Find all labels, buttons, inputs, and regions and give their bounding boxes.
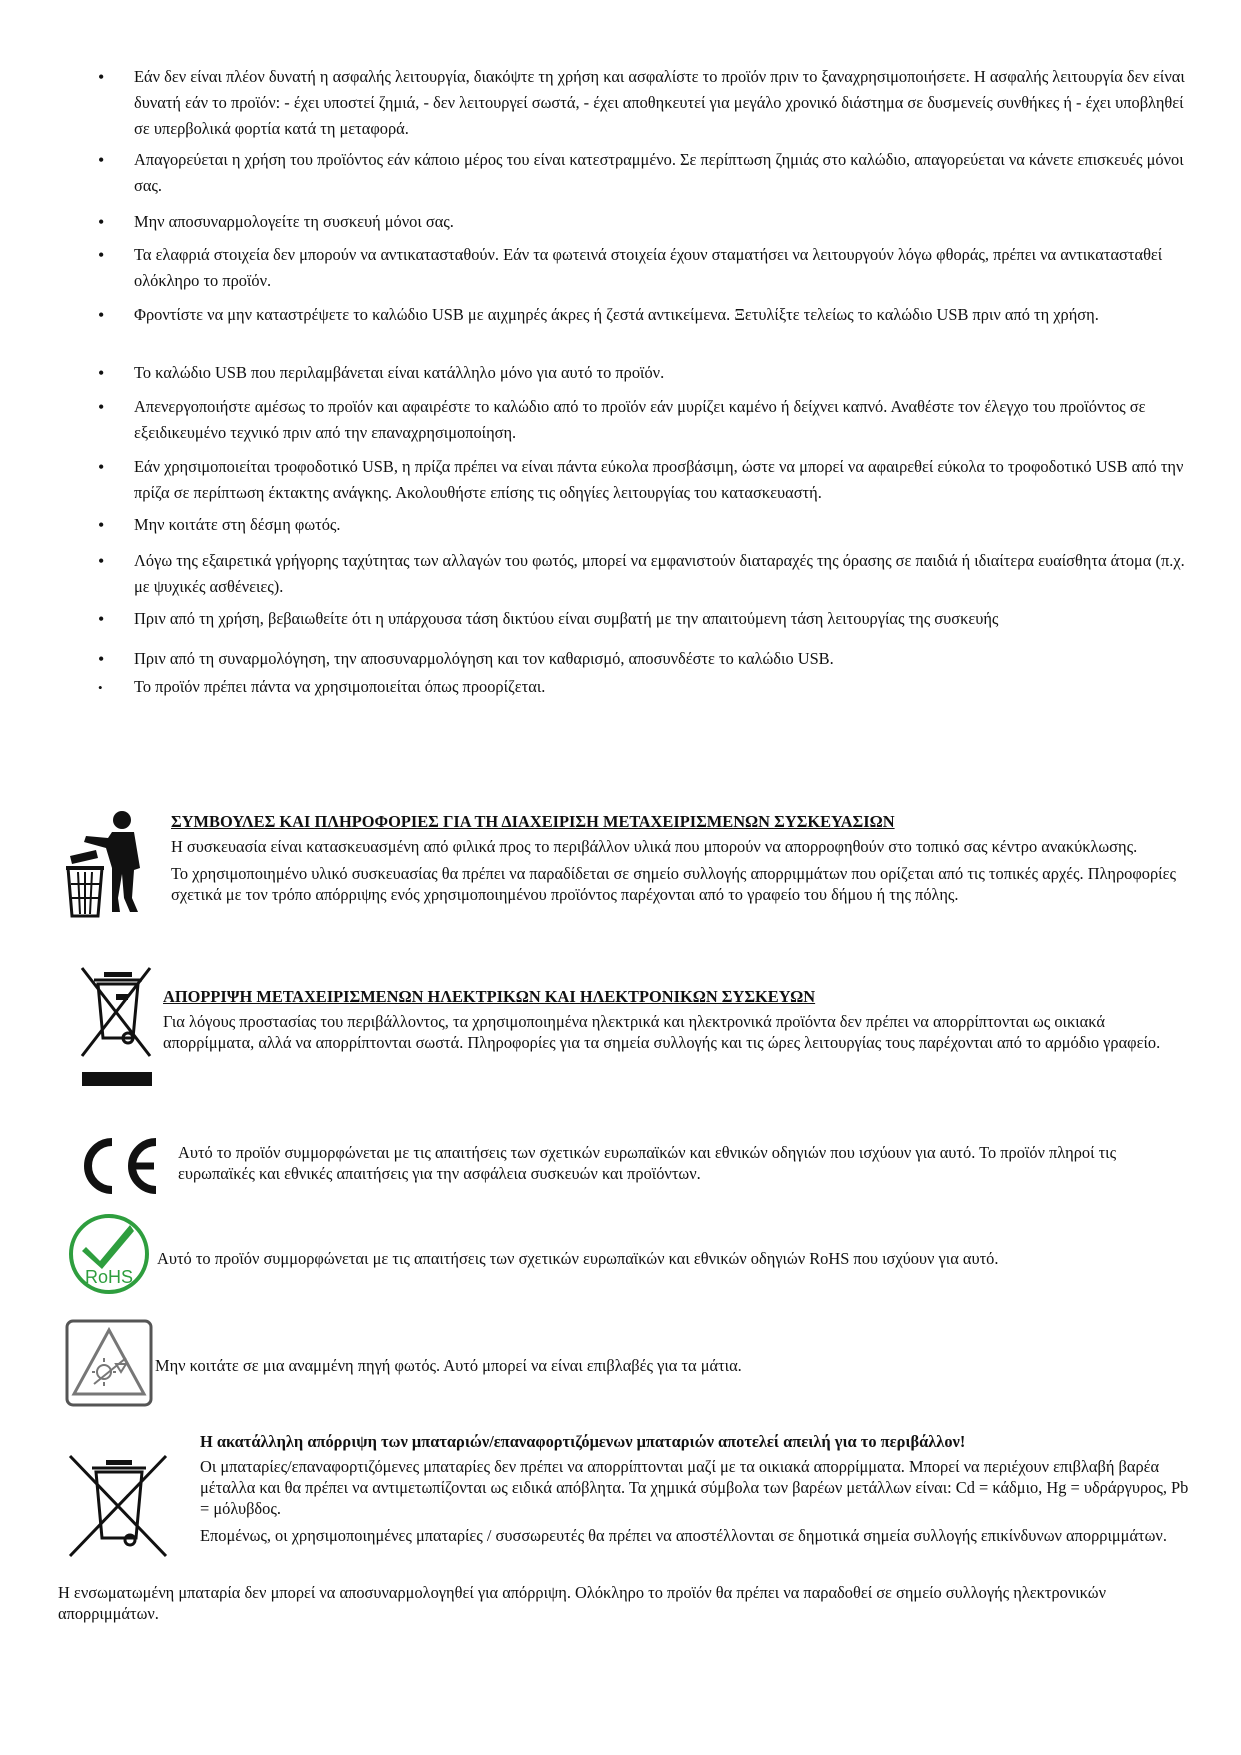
packaging-paragraph: Το χρησιμοποιημένο υλικό συσκευασίας θα πρέπει να παραδίδεται σε σημείο συλλογής απορριμμάτων που ορίζεται από τις τοπικές αρχές. Πληροφορίες σχετικά με τον τρόπο απόρριψης ενός χρησιμοποιημένου προϊόντος παρέχονται από το γραφείο του δήμου ή της πόλης. bbox=[171, 864, 1176, 904]
bullet-icon: • bbox=[98, 363, 105, 383]
safety-bullet: • Μην αποσυναρμολογείτε τη συσκευή μόνοι σας. bbox=[98, 209, 1190, 235]
bullet-icon: • bbox=[98, 212, 105, 232]
safety-bullet: • Εάν χρησιμοποιείται τροφοδοτικό USB, η πρίζα πρέπει να είναι πάντα εύκολα προσβάσιμη, ώστε να μπορεί να αφαιρεθεί εύκολα το τροφοδοτικό USB από την πρίζα σε περίπτωση έκτακτης ανάγκης. Ακολουθήστε επίσης τις οδηγίες λειτουργίας του κατασκευαστή. bbox=[98, 454, 1190, 512]
packaging-section bbox=[171, 811, 1191, 911]
bullet-icon: • bbox=[98, 457, 105, 477]
rohs-logo-text: RoHS bbox=[84, 1267, 134, 1287]
ce-mark-icon bbox=[74, 1136, 160, 1196]
rohs-icon bbox=[68, 1213, 150, 1295]
bullet-icon: • bbox=[98, 551, 105, 571]
packaging-title: ΣΥΜΒΟΥΛΕΣ ΚΑΙ ΠΛΗΡΟΦΟΡΙΕΣ ΓΙΑ ΤΗ ΔΙΑΧΕΙΡΙΣΗ ΜΕΤΑΧΕΙΡΙΣΜΕΝΩΝ ΣΥΣΚΕΥΑΣΙΩΝ bbox=[171, 812, 895, 831]
weee-title: ΑΠΟΡΡΙΨΗ ΜΕΤΑΧΕΙΡΙΣΜΕΝΩΝ ΗΛΕΚΤΡΙΚΩΝ ΚΑΙ ΗΛΕΚΤΡΟΝΙΚΩΝ ΣΥΣΚΕΥΩΝ bbox=[163, 987, 816, 1006]
safety-bullet: • Το καλώδιο USB που περιλαμβάνεται είναι κατάλληλο μόνο για αυτό το προϊόν. bbox=[98, 360, 1190, 392]
bullet-icon: • bbox=[98, 150, 105, 170]
ce-text: Αυτό το προϊόν συμμορφώνεται με τις απαιτήσεις των σχετικών ευρωπαϊκών και εθνικών οδηγιών που ισχύουν για αυτό. Το προϊόν πληροί τις ευρωπαϊκές και εθνικές απαιτήσεις για την ασφάλεια συσκευών και προϊόντων. bbox=[178, 1143, 1117, 1183]
battery-crossed-bin-icon bbox=[62, 1452, 174, 1562]
battery-paragraph: Επομένως, οι χρησιμοποιημένες μπαταρίες / συσσωρευτές θα πρέπει να αποστέλλονται σε δημοτικά σημεία συλλογής επικίνδυνων απορριμμάτων. bbox=[200, 1526, 1167, 1545]
bullet-icon: • bbox=[98, 649, 105, 669]
ce-section bbox=[178, 1142, 1190, 1190]
tidyman-recycle-icon bbox=[62, 808, 154, 920]
safety-bullet: • Απαγορεύεται η χρήση του προϊόντος εάν κάποιο μέρος του είναι κατεστραμμένο. Σε περίπτωση ζημιάς στο καλώδιο, απαγορεύεται να κάνετε επισκευές μόνοι σας. bbox=[98, 147, 1190, 207]
rohs-text: Αυτό το προϊόν συμμορφώνεται με τις απαιτήσεις των σχετικών ευρωπαϊκών και εθνικών οδηγιών RoHS που ισχύουν για αυτό. bbox=[157, 1249, 999, 1268]
safety-bullet: • Λόγω της εξαιρετικά γρήγορης ταχύτητας των αλλαγών του φωτός, μπορεί να εμφανιστούν διαταραχές της όρασης σε παιδιά ή ιδιαίτερα ευαίσθητα άτομα (π.χ. με ψυχικές ασθένειες). bbox=[98, 548, 1190, 606]
battery-note: Η ενσωματωμένη μπαταρία δεν μπορεί να αποσυναρμολογηθεί για απόρριψη. Ολόκληρο το προϊόν θα πρέπει να παραδοθεί σε σημείο συλλογής ηλεκτρονικών απορριμμάτων. bbox=[58, 1583, 1106, 1623]
battery-section bbox=[200, 1431, 1190, 1552]
safety-bullet: • Τα ελαφριά στοιχεία δεν μπορούν να αντικατασταθούν. Εάν τα φωτεινά στοιχεία έχουν σταματήσει να λειτουργούν λόγω φθοράς, πρέπει να αντικατασταθεί ολόκληρο το προϊόν. bbox=[98, 242, 1190, 302]
battery-paragraph: Οι μπαταρίες/επαναφορτιζόμενες μπαταρίες δεν πρέπει να απορρίπτονται μαζί με τα οικιακά απορρίμματα. Μπορεί να περιέχουν επιβλαβή βαρέα μέταλλα και θα πρέπει να αντιμετωπίζονται ως ειδικά απόβλητα. Τα χημικά σύμβολα των βαρέων μετάλλων είναι: Cd = κάδμιο, Hg = υδράργυρος, Pb = μόλυβδος. bbox=[200, 1457, 1189, 1518]
bullet-icon: • bbox=[98, 67, 105, 87]
eye-hazard-icon bbox=[64, 1318, 154, 1408]
safety-bullet: • Φροντίστε να μην καταστρέψετε το καλώδιο USB με αιχμηρές άκρες ή ζεστά αντικείμενα. Ξετυλίξτε τελείως το καλώδιο USB πριν από τη χρήση. bbox=[98, 302, 1190, 360]
bullet-icon: • bbox=[98, 609, 105, 629]
safety-bullet: • Πριν από τη συναρμολόγηση, την αποσυναρμολόγηση και τον καθαρισμό, αποσυνδέστε το καλώδιο USB. bbox=[98, 646, 1190, 674]
bullet-icon: • bbox=[98, 680, 103, 695]
bullet-icon: • bbox=[98, 515, 105, 535]
weee-section bbox=[163, 986, 1191, 1059]
safety-bullet: • Εάν δεν είναι πλέον δυνατή η ασφαλής λειτουργία, διακόψτε τη χρήση και ασφαλίστε το προϊόν πριν το ξαναχρησιμοποιήσετε. Η ασφαλής λειτουργία δεν είναι δυνατή εάν το προϊόν: - έχει υποστεί ζημιά, - δεν λειτουργεί σωστά, - έχει αποθηκευτεί για μεγάλο χρονικό διάστημα σε δυσμενείς συνθήκες ή - έχει υποβληθεί σε υπερβολικά φορτία κατά τη μεταφορά. bbox=[98, 64, 1190, 142]
bullet-icon: • bbox=[98, 397, 105, 417]
rohs-section bbox=[157, 1248, 1197, 1275]
safety-bullet: • Το προϊόν πρέπει πάντα να χρησιμοποιείται όπως προορίζεται. bbox=[98, 674, 1190, 700]
safety-bullet: • Πριν από τη χρήση, βεβαιωθείτε ότι η υπάρχουσα τάση δικτύου είναι συμβατή με την απαιτούμενη τάση λειτουργίας της συσκευής bbox=[98, 606, 1190, 640]
bullet-icon: • bbox=[98, 245, 105, 265]
safety-bullet: • Μην κοιτάτε στη δέσμη φωτός. bbox=[98, 512, 1190, 546]
battery-title: Η ακατάλληλη απόρριψη των μπαταριών/επαναφορτιζόμενων μπαταριών αποτελεί απειλή για το περιβάλλον! bbox=[200, 1432, 966, 1451]
light-warning-text: Μην κοιτάτε σε μια αναμμένη πηγή φωτός. Αυτό μπορεί να είναι επιβλαβές για τα μάτια. bbox=[155, 1356, 742, 1375]
bullet-icon: • bbox=[98, 305, 105, 325]
safety-bullet: • Απενεργοποιήστε αμέσως το προϊόν και αφαιρέστε το καλώδιο από το προϊόν εάν μυρίζει καμένο ή δείχνει καπνό. Αναθέστε τον έλεγχο του προϊόντος σε εξειδικευμένο τεχνικό πριν από την επαναχρησιμοποίηση. bbox=[98, 394, 1190, 452]
safety-bullet-list bbox=[98, 64, 1190, 700]
light-warning-section bbox=[155, 1355, 1195, 1382]
packaging-paragraph: Η συσκευασία είναι κατασκευασμένη από φιλικά προς το περιβάλλον υλικά που μπορούν να απορροφηθούν στο τοπικό σας κέντρο ανακύκλωσης. bbox=[171, 837, 1138, 856]
weee-paragraph: Για λόγους προστασίας του περιβάλλοντος, τα χρησιμοποιημένα ηλεκτρικά και ηλεκτρονικά προϊόντα δεν πρέπει να απορρίπτονται ως οικιακά απορρίμματα, αλλά να απορρίπτονται σωστά. Πληροφορίες για τα σημεία συλλογής και τις ώρες λειτουργίας τους παρέχονται από το αρμόδιο γραφείο. bbox=[163, 1012, 1161, 1052]
crossed-bin-icon bbox=[78, 966, 158, 1086]
battery-note-section bbox=[58, 1582, 1190, 1630]
